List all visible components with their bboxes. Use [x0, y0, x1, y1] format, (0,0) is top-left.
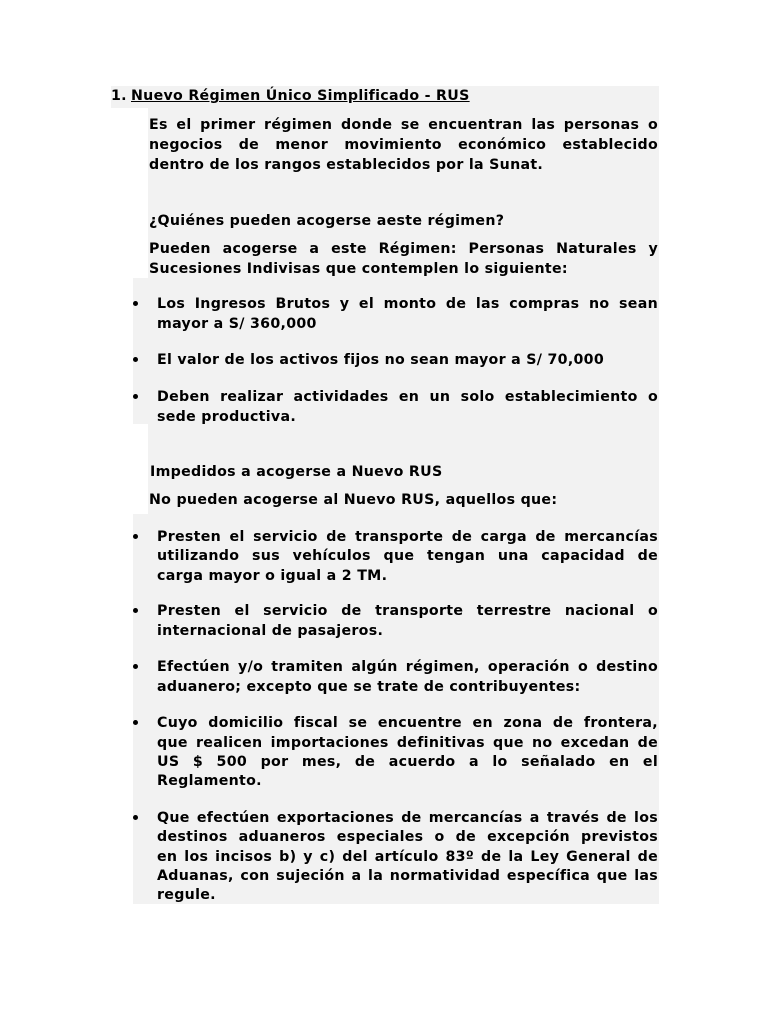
impeded-item-5-line-3: en los incisos b) y c) del artículo 83º de la Ley General de	[157, 849, 658, 865]
impeded-item-3-line-1: Efectúen y/o tramiten algún régimen, operación o destino	[157, 659, 658, 675]
condition-1-line-2: mayor a S/ 360,000	[157, 316, 317, 332]
impeded-item-1-line-1: Presten el servicio de transporte de carga de mercancías	[157, 529, 658, 545]
bullet-icon	[133, 394, 138, 399]
intro-line-1: Es el primer régimen donde se encuentran las personas o	[149, 117, 658, 133]
impeded-heading: Impedidos a acogerse a Nuevo RUS	[150, 464, 443, 480]
impeded-item-2-line-1: Presten el servicio de transporte terrestre nacional o	[157, 603, 658, 619]
bullet-icon	[133, 357, 138, 362]
who-lead-line-1: Pueden acogerse a este Régimen: Personas Naturales y	[149, 241, 658, 257]
condition-3-line-2: sede productiva.	[157, 409, 297, 425]
who-question: ¿Quiénes pueden acogerse aeste régimen?	[149, 213, 505, 229]
section-number: 1.	[111, 88, 127, 104]
impeded-item-2-line-2: internacional de pasajeros.	[157, 623, 384, 639]
impeded-item-4-line-2: que realicen importaciones definitivas que no excedan de	[157, 735, 658, 751]
section-title: Nuevo Régimen Único Simplificado - RUS	[131, 88, 470, 104]
bullet-icon	[133, 720, 138, 725]
impeded-item-4-line-4: Reglamento.	[157, 773, 262, 789]
impeded-item-1-line-2: utilizando sus vehículos que tengan una capacidad de	[157, 548, 658, 564]
impeded-item-5-line-1: Que efectúen exportaciones de mercancías a través de los	[157, 810, 658, 826]
impeded-item-5-line-5: regule.	[157, 887, 216, 903]
condition-2-line-1: El valor de los activos fijos no sean mayor a S/ 70,000	[157, 352, 605, 368]
impeded-item-4-line-3: US $ 500 por mes, de acuerdo a lo señalado en el	[157, 754, 658, 770]
impeded-item-5-line-2: destinos aduaneros especiales o de excepción previstos	[157, 829, 658, 845]
bullet-icon	[133, 815, 138, 820]
impeded-item-5-line-4: Aduanas, con sujeción a la normatividad específica que las	[157, 868, 658, 884]
bullet-icon	[133, 608, 138, 613]
intro-line-3: dentro de los rangos establecidos por la Sunat.	[149, 157, 544, 173]
impeded-lead: No pueden acogerse al Nuevo RUS, aquellos que:	[149, 492, 558, 508]
impeded-item-1-line-3: carga mayor o igual a 2 TM.	[157, 568, 388, 584]
who-lead-line-2: Sucesiones Indivisas que contemplen lo siguiente:	[149, 261, 568, 277]
condition-3-line-1: Deben realizar actividades en un solo establecimiento o	[157, 389, 658, 405]
impeded-item-3-line-2: aduanero; excepto que se trate de contribuyentes:	[157, 679, 581, 695]
bullet-icon	[133, 534, 138, 539]
intro-line-2: negocios de menor movimiento económico establecido	[149, 137, 658, 153]
impeded-item-4-line-1: Cuyo domicilio fiscal se encuentre en zona de frontera,	[157, 715, 658, 731]
condition-1-line-1: Los Ingresos Brutos y el monto de las compras no sean	[157, 296, 658, 312]
bullet-icon	[133, 664, 138, 669]
bullet-icon	[133, 301, 138, 306]
